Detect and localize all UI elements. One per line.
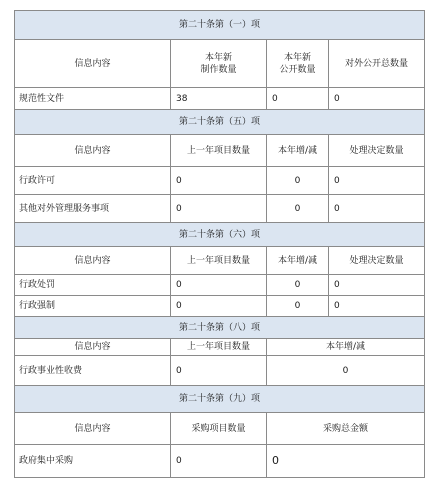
section-2-header-row [15,135,425,167]
header-decision-count: 处理决定数量 [329,135,425,167]
row-label: 其他对外管理服务事项 [15,195,171,223]
section-3-title-row [15,223,425,247]
table-row [15,445,425,478]
section-2-title-row [15,110,425,135]
header-info-content: 信息内容 [15,339,171,356]
row-label: 规范性文件 [15,88,171,110]
section-4-title: 第二十条第（八）项 [15,317,425,339]
cell-value: 0 [267,296,329,317]
cell-value: 0 [329,296,425,317]
section-4-title-row [15,317,425,339]
header-info-content: 信息内容 [15,135,171,167]
cell-value: 0 [267,275,329,296]
cell-value: 0 [267,356,425,386]
header-info-content: 信息内容 [15,40,171,88]
cell-value: 0 [267,445,425,478]
header-total-published: 对外公开总数量 [329,40,425,88]
table-row [15,356,425,386]
cell-value: 0 [329,167,425,195]
section-3-title: 第二十条第（六）项 [15,223,425,247]
table-row [15,167,425,195]
section-5-header-row [15,413,425,445]
cell-value: 0 [329,195,425,223]
header-last-year-count: 上一年项目数量 [171,247,267,275]
table-row [15,275,425,296]
section-2-title: 第二十条第（五）项 [15,110,425,135]
table-row [15,195,425,223]
header-new-made-line1: 本年新 [204,52,232,63]
cell-value: 38 [171,88,267,110]
section-5-title: 第二十条第（九）项 [15,386,425,413]
header-change: 本年增/减 [267,339,425,356]
header-new-published-line2: 公开数量 [279,64,316,75]
header-change: 本年增/减 [267,247,329,275]
row-label: 行政处罚 [15,275,171,296]
cell-value: 0 [171,195,267,223]
cell-value: 0 [171,296,267,317]
header-change: 本年增/减 [267,135,329,167]
disclosure-statistics-table [14,10,425,478]
table-row [15,296,425,317]
header-info-content: 信息内容 [15,413,171,445]
header-new-made-count [171,40,267,88]
section-3-header-row [15,247,425,275]
cell-value: 0 [267,88,329,110]
cell-value: 0 [329,88,425,110]
cell-value: 0 [171,275,267,296]
header-new-published-count [267,40,329,88]
table-row [15,88,425,110]
cell-value: 0 [267,167,329,195]
section-5-title-row [15,386,425,413]
cell-value: 0 [267,195,329,223]
section-4-header-row [15,339,425,356]
row-label: 政府集中采购 [15,445,171,478]
header-purchase-count: 采购项目数量 [171,413,267,445]
header-last-year-count: 上一年项目数量 [171,339,267,356]
header-decision-count: 处理决定数量 [329,247,425,275]
header-last-year-count: 上一年项目数量 [171,135,267,167]
cell-value: 0 [171,356,267,386]
cell-value: 0 [171,167,267,195]
header-info-content: 信息内容 [15,247,171,275]
header-new-published-line1: 本年新 [283,52,311,63]
row-label: 行政许可 [15,167,171,195]
row-label: 行政事业性收费 [15,356,171,386]
row-label: 行政强制 [15,296,171,317]
section-1-title-row [15,11,425,40]
header-purchase-amount: 采购总金额 [267,413,425,445]
cell-value: 0 [329,275,425,296]
section-1-header-row [15,40,425,88]
section-1-title: 第二十条第（一）项 [15,11,425,40]
cell-value: 0 [171,445,267,478]
header-new-made-line2: 制作数量 [200,64,237,75]
